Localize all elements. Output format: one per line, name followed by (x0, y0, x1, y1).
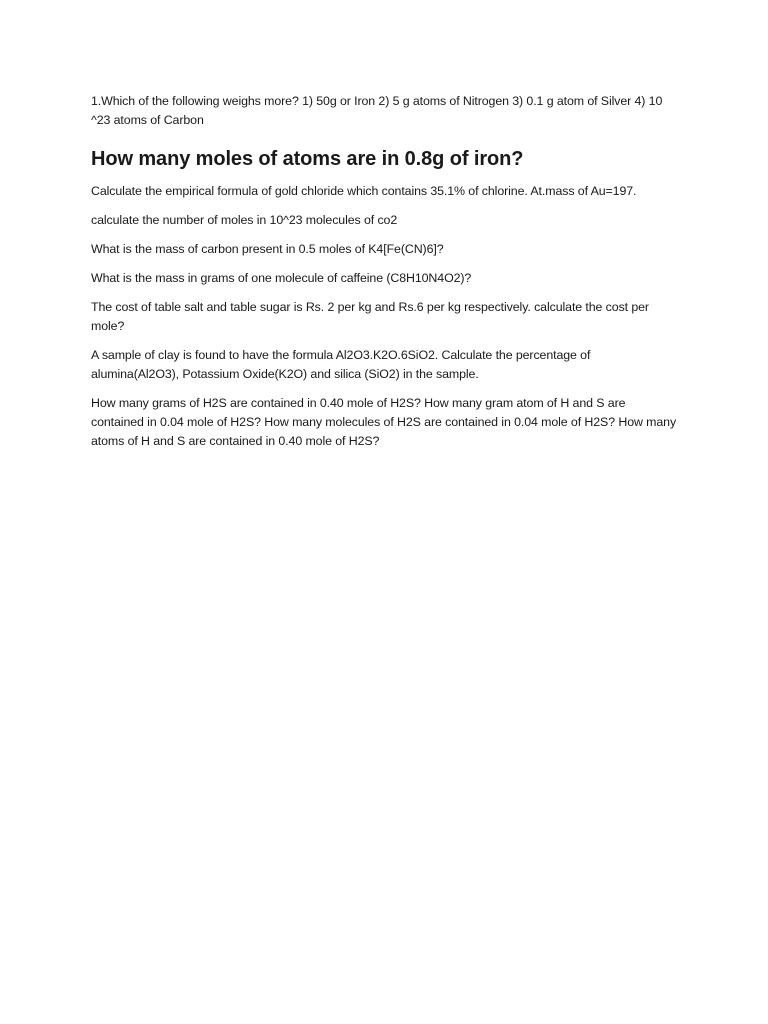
question-paragraph: What is the mass in grams of one molecule of caffeine (C8H10N4O2)? (91, 271, 472, 285)
question-heading: How many moles of atoms are in 0.8g of iron? (91, 148, 524, 170)
question-paragraph: How many grams of H2S are contained in 0.40 mole of H2S? How many gram atom of H and S are contained in 0.04 mole of H2S? How many molecules of H2S are contained in 0.04 mole of H2S? How many atoms of H and S are contained in 0.40 mole of H2S? (91, 396, 677, 448)
question-paragraph: What is the mass of carbon present in 0.5 moles of K4[Fe(CN)6]? (91, 242, 444, 256)
document-body (91, 92, 681, 461)
question-paragraph: The cost of table salt and table sugar is Rs. 2 per kg and Rs.6 per kg respectively. calculate the cost per mole? (91, 300, 649, 333)
intro-question: 1.Which of the following weighs more? 1) 50g or Iron 2) 5 g atoms of Nitrogen 3) 0.1 g atom of Silver 4) 10 ^23 atoms of Carbon (91, 94, 663, 127)
question-paragraph: calculate the number of moles in 10^23 molecules of co2 (91, 213, 398, 227)
question-paragraph: Calculate the empirical formula of gold chloride which contains 35.1% of chlorine. At.mass of Au=197. (91, 184, 637, 198)
question-paragraph: A sample of clay is found to have the formula Al2O3.K2O.6SiO2. Calculate the percentage of alumina(Al2O3), Potassium Oxide(K2O) and silica (SiO2) in the sample. (91, 348, 591, 381)
